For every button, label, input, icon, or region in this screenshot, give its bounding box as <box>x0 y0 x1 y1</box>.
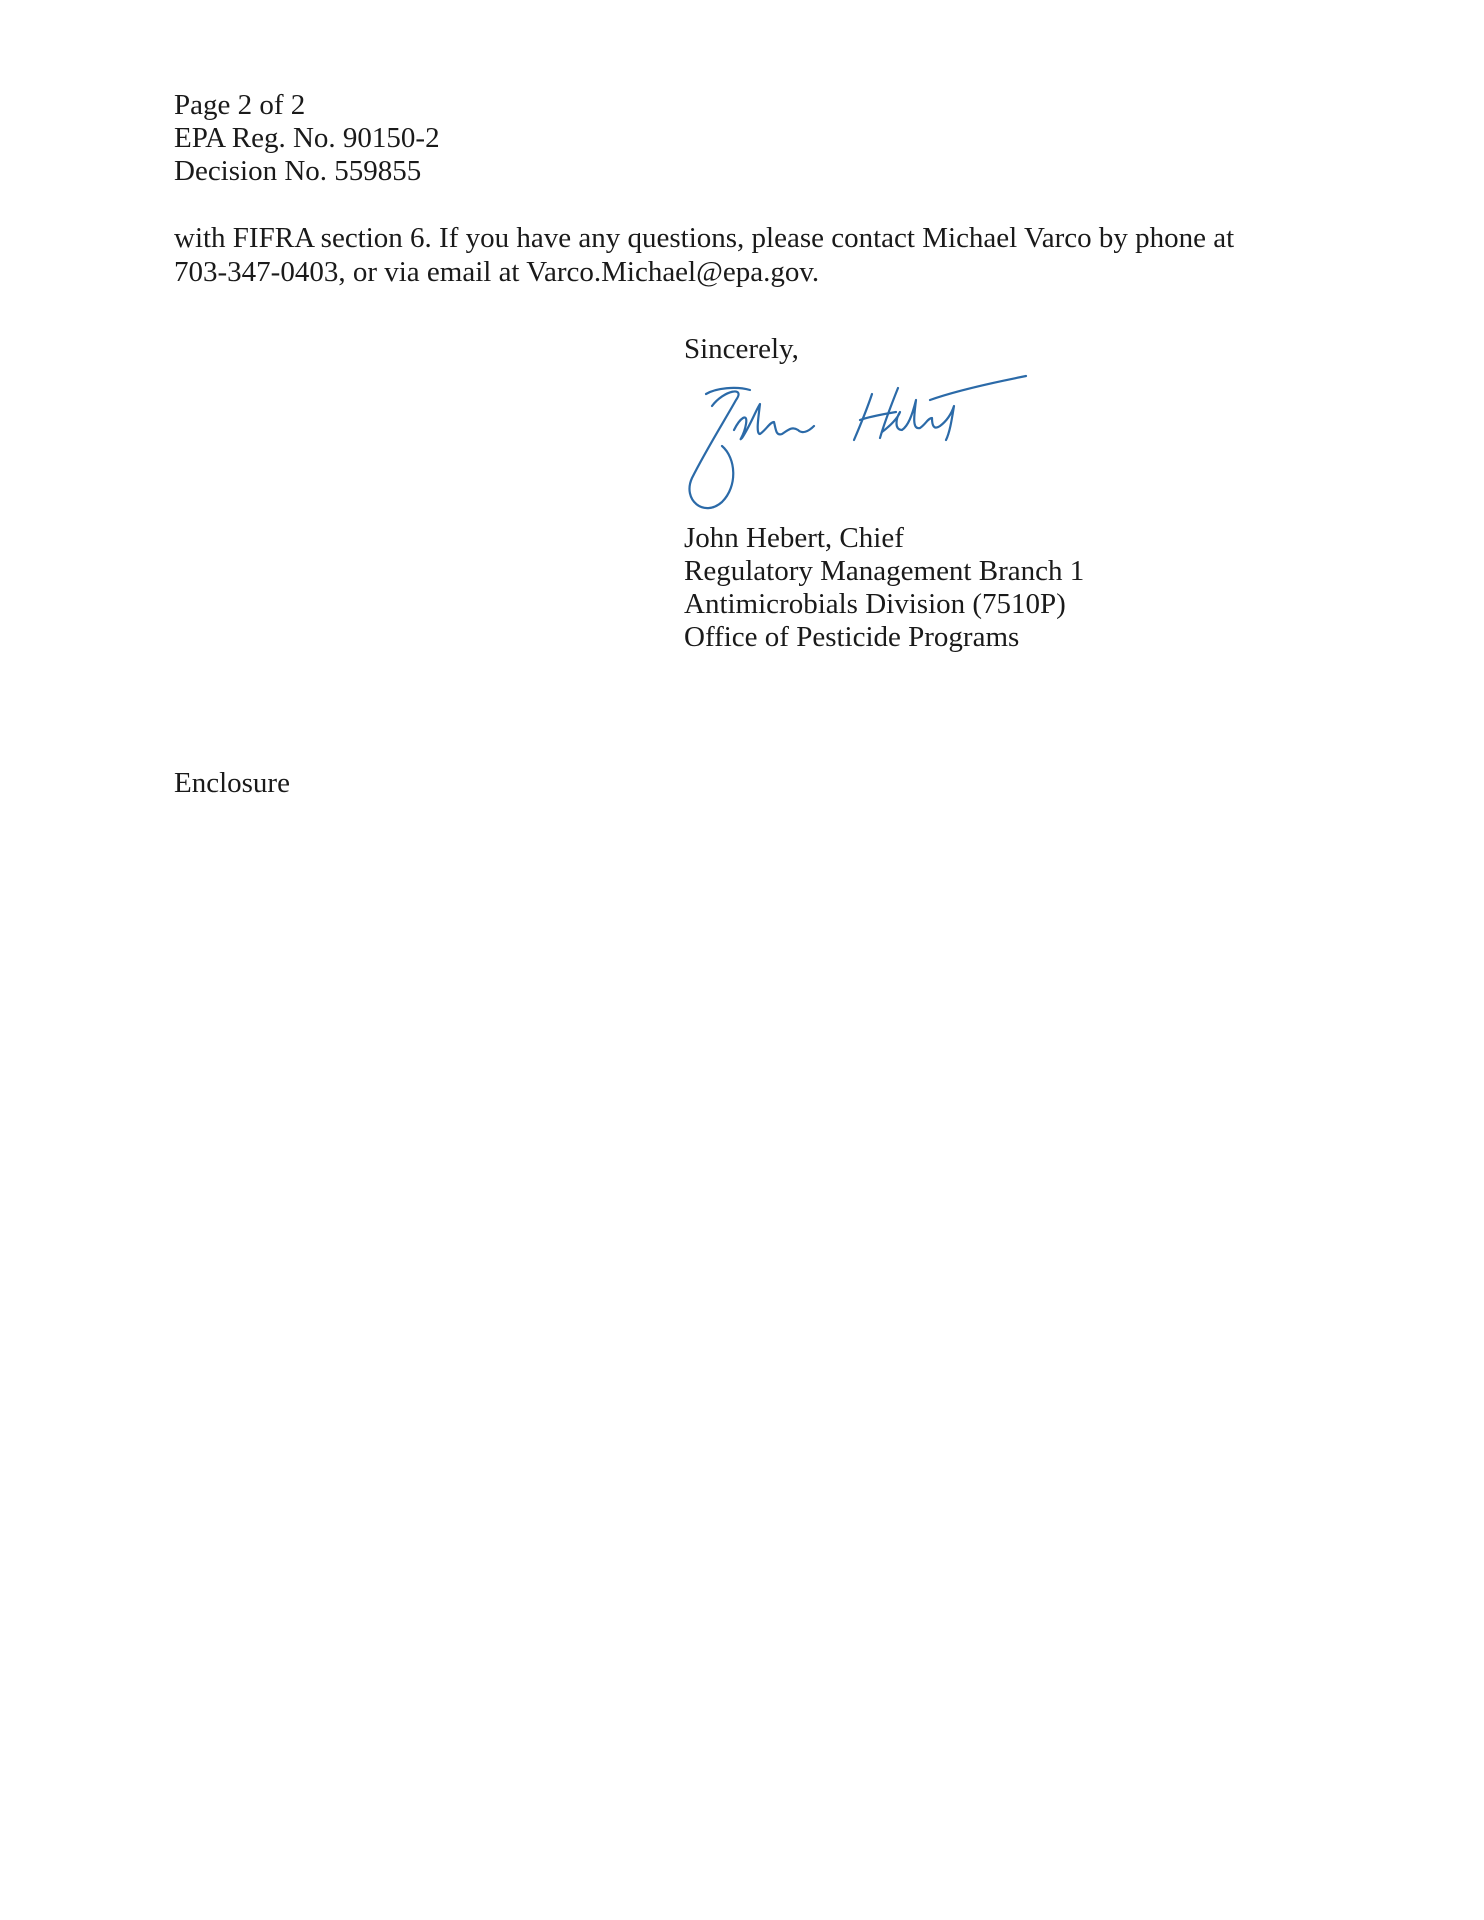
signer-division: Antimicrobials Division (7510P) <box>684 588 1066 620</box>
page-number: Page 2 of 2 <box>174 89 306 121</box>
decision-number: Decision No. 559855 <box>174 155 422 187</box>
enclosure-note: Enclosure <box>174 767 290 799</box>
epa-reg-number: EPA Reg. No. 90150-2 <box>174 122 440 154</box>
salutation: Sincerely, <box>684 333 799 365</box>
signer-office: Office of Pesticide Programs <box>684 621 1020 653</box>
signer-branch: Regulatory Management Branch 1 <box>684 555 1085 587</box>
body-line-1: with FIFRA section 6. If you have any questions, please contact Michael Varco by phone at <box>174 222 1235 254</box>
signer-name-title: John Hebert, Chief <box>684 522 904 554</box>
handwritten-signature <box>676 360 1036 520</box>
body-line-2: 703-347-0403, or via email at Varco.Michael@epa.gov. <box>174 256 820 288</box>
